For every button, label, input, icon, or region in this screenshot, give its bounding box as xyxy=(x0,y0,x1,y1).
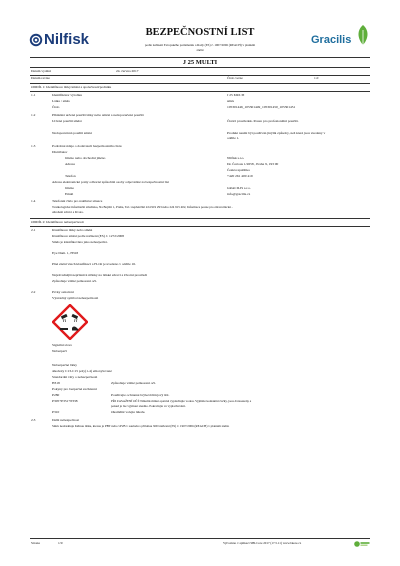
precaution-code: P280 xyxy=(52,393,60,397)
product-name: J 25 MULTI xyxy=(182,59,218,66)
corrosion-pictogram-icon xyxy=(52,304,88,340)
precaution-text: PŘI ZASAŽENÍ OČÍ: Několik minut opatrně vyplachujte vodou. Vyjměte kontaktní čočky, jsou-li nasazeny a xyxy=(111,399,252,403)
item-number: 1.1 xyxy=(31,93,36,97)
issued-value: 24. června 2017 xyxy=(116,69,139,73)
field-label: Určená použití směsi xyxy=(52,119,82,123)
emergency-text: ohrožení zdraví a života. xyxy=(52,210,84,214)
field-label: Další nebezpečnost xyxy=(52,418,80,422)
issued-label: Datum vydání xyxy=(31,69,51,73)
page-label: Strana xyxy=(31,541,40,545)
item-number: 1.4 xyxy=(31,199,36,203)
field-label: Signální slovo xyxy=(52,343,73,347)
field-value: 105301446_105301449_105301450_105301451 xyxy=(227,105,296,109)
field-label: Jméno xyxy=(65,186,75,190)
page-number: 1/9 xyxy=(58,541,63,545)
field-value: J 25 MULTI xyxy=(227,93,245,97)
field-value: Způsobuje vážné poškození očí. xyxy=(52,279,97,283)
version-value: 1.0 xyxy=(314,76,319,80)
field-value: Směs neobsahuje žádnou látku, kterou je PBT nebo vPvB v souladu s přílohou XIII nařízení (ES) č. 1907/2006 (REACH) v platném znění. xyxy=(52,424,230,428)
hazard-code: H318 xyxy=(52,381,60,385)
precaution-text: pokud je lze vyjmout snadno. Pokračujte ve vyplachování. xyxy=(111,404,186,408)
precaution-code: P310 xyxy=(52,410,60,414)
precaution-text: Okamžitě volejte lékaře. xyxy=(111,410,146,414)
field-label: Standardní věty o nebezpečnosti xyxy=(52,375,98,379)
field-value: Produkt nesmí být používán jinými způsoby, než které jsou uvedeny v xyxy=(227,131,326,135)
field-label: Látka / směs xyxy=(52,99,70,103)
field-label: Pokyny pro bezpečné zacházení xyxy=(52,387,97,391)
field-value: Nilfisk s.r.o. xyxy=(227,156,245,160)
regulation-line: podle nařízení Evropského parlamentu a Rady (ES) č. 1907/2006 (REACH) v platném xyxy=(144,43,256,47)
field-label: Podrobné údaje o dodavateli bezpečnostního listu xyxy=(52,144,122,148)
classification: Eye Dam. 1, H318 xyxy=(52,251,79,255)
field-label: Prvky označení xyxy=(52,290,74,294)
field-label: Telefon xyxy=(65,174,76,178)
field-value: Plné znění všech klasifikací a H-vět je uvedeno v oddíle 16. xyxy=(52,262,136,266)
revised-label: Datum revize xyxy=(31,76,50,80)
section-2-title: ODDÍL 2: Identifikace nebezpečnosti xyxy=(31,220,84,224)
generator-note: Vytvořeno v aplikaci SBLCore 2017 (17.5.11) www.bkore.cz xyxy=(223,541,302,545)
nilfisk-logo: Nilfisk xyxy=(29,30,101,50)
emergency-text: Toxikologické informační středisko, Na Bojišti 1, Praha, Tel.: nepřetržitě 224 919 293 nebo 224 915 402, Informace pouze pro zdravotnická - xyxy=(52,205,233,209)
field-label: Adresa elektronické pošty odborně způsobilé osoby odpovědné za bezpečnostní list xyxy=(52,180,169,184)
field-value: alkoholy C13-C15 poly(1-4) ethoxylované xyxy=(52,369,112,373)
regulation-line-2: znění xyxy=(196,48,204,52)
gracilis-logo: Gracilis xyxy=(311,24,373,58)
field-label: Nebezpečné látky xyxy=(52,363,77,367)
field-label: Číslo xyxy=(52,105,60,109)
field-label: Telefonní číslo pro naléhavé situace xyxy=(52,199,103,203)
sblcore-logo-icon xyxy=(354,540,370,548)
field-value: Směs je klasifikována jako nebezpečná. xyxy=(52,240,108,244)
leaf-icon xyxy=(355,24,371,46)
field-label: Klasifikace směsi podle nařízení (ES) č. 1272/2008 xyxy=(52,234,125,238)
precaution-code: P305+P351+P338 xyxy=(52,399,78,403)
field-label: Nedoporučená použití směsi xyxy=(52,131,92,135)
item-number: 2.2 xyxy=(31,290,36,294)
field-value: Česká republika xyxy=(227,168,250,172)
field-value: Do Čertous 1/2658 , Praha 9, 193 00 xyxy=(227,162,279,166)
item-number: 1.3 xyxy=(31,144,36,148)
field-label: Nejzávažnější nepříznivé účinky na lidské zdraví a životní prostředí xyxy=(52,273,148,277)
field-label: Jméno nebo obchodní jméno xyxy=(65,156,106,160)
version-label: Číslo verze xyxy=(227,76,243,80)
field-label: Identifikátor výrobku xyxy=(52,93,83,97)
section-1-title: ODDÍL 1: Identifikace látky/směsi a společnosti/podniku xyxy=(31,85,112,89)
field-value: GRACILIS s.r.o. xyxy=(227,186,251,190)
item-number: 2.1 xyxy=(31,228,36,232)
field-label: Adresa xyxy=(65,162,75,166)
field-label: Distributor xyxy=(52,150,68,154)
field-value: Čisticí prostředek. Pouze pro profesionální použití. xyxy=(227,119,299,123)
field-value: +420 261 400 419 xyxy=(227,174,253,178)
field-label: Výstražný symbol nebezpečnosti xyxy=(52,296,99,300)
document-title: BEZPEČNOSTNÍ LIST xyxy=(145,27,255,38)
precaution-text: Používejte ochranné brýle/obličejový štít. xyxy=(111,393,170,397)
email-link[interactable]: info@gracilis.cz xyxy=(227,192,251,196)
signal-word: Nebezpečí xyxy=(52,349,67,353)
field-label: Příslušná určená použití látky nebo směsi a nedoporučená použití xyxy=(52,113,144,117)
item-number: 1.2 xyxy=(31,113,36,117)
field-label: Email xyxy=(65,192,74,196)
field-label: Klasifikace látky nebo směsi xyxy=(52,228,93,232)
hazard-text: Způsobuje vážné poškození očí. xyxy=(111,381,156,385)
item-number: 2.3 xyxy=(31,418,36,422)
field-value: oddíle 1. xyxy=(227,136,240,140)
field-value: směs xyxy=(227,99,234,103)
